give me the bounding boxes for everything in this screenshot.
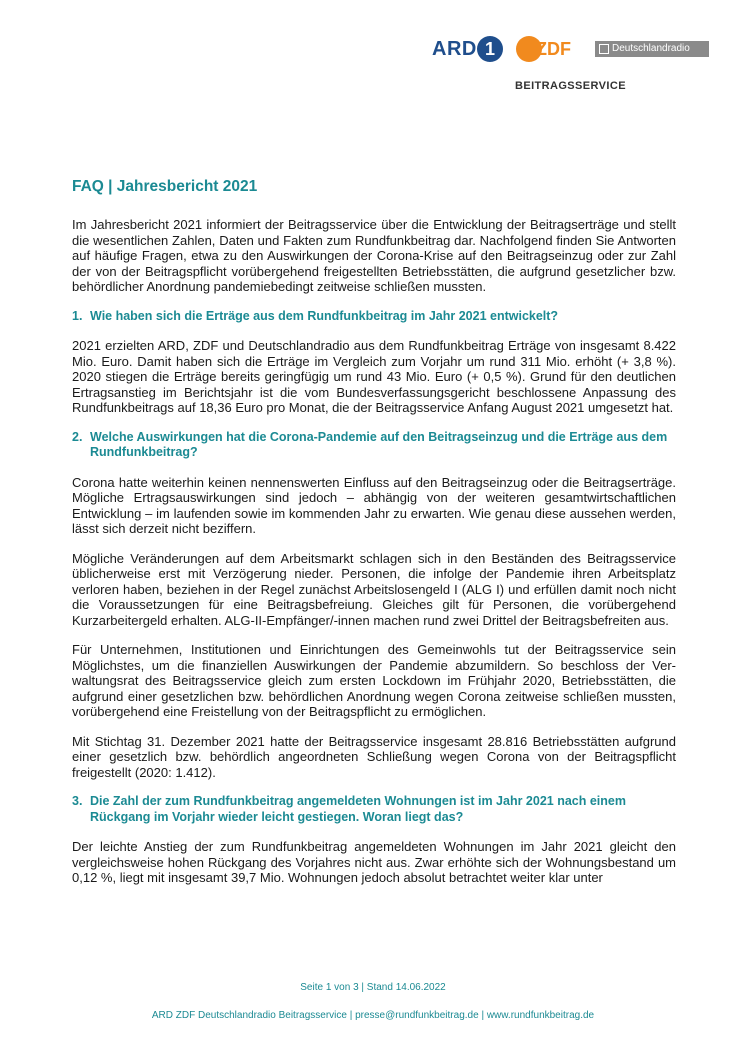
answer-2-paragraph-3: Für Unternehmen, Institutionen und Einrichtungen des Gemeinwohls tut der Beitragsservice sein Möglichstes, um die finanziellen Auswirkungen der Pandemie abzumildern. So beschloss der Verwaltungsrat des Beitragsservice gleich zum ersten Lockdown im Frühjahr 2020, Betriebsstätten, die aufgrund einer gesetzlichen bzw. behördlichen Anordnung wegen Corona zeitweise schließen mussten, vorübergehend eine Freistellung von der Beitragspflicht zu ermöglichen. (72, 642, 676, 719)
page-number: Seite 1 von 3 | Stand 14.06.2022 (300, 982, 446, 993)
answer-2-paragraph-2: Mögliche Veränderungen auf dem Arbeitsmarkt schlagen sich in den Beständen des Beitragsservice üblicherweise erst mit Verzögerung nieder. Personen, die infolge der Pandemie ihren Arbeitsplatz verloren haben, beziehen in der Regel zunächst Arbeitslosengeld I (ALG I) und erfüllen damit noch nicht die Voraussetzungen für eine Beitragsbefreiung. Gleiches gilt für Personen, die vorübergehend Kurzarbeitergeld erhalten. ALG-II-Empfänger/-innen machen rund zwei Drittel der Beitragsbefreiten aus. (72, 550, 676, 628)
footer-contact: ARD ZDF Deutschlandradio Beitragsservice | presse@rundfunkbeitrag.de | www.rundfunkbeitrag.de (151, 1010, 595, 1021)
deutschlandradio-icon (599, 44, 609, 54)
ard-one-icon: 1 (477, 36, 503, 62)
logo-header (432, 36, 712, 96)
deutschlandradio-logo: Deutschlandradio (595, 41, 709, 57)
answer-1: 2021 erzielten ARD, ZDF und Deutschlandradio aus dem Rundfunkbeitrag Erträge von insgesamt 8.422 Mio. Euro. Damit haben sich die Erträge im Vergleich zum Vorjahr um rund 311 Mio. erhöht (+ 3,8 %). 2020 stiegen die Erträge bereits geringfügig um rund 43 Mio. Euro (+ 0,5 %). Grund für den deutlichen Ertragsanstieg im Berichtsjahr ist die vom Bundesverfassungsgericht beschlossene Anpassung des Rundfunkbeitrags auf 18,36 Euro pro Monat, die der Beitragsservice Anfang August 2021 umgesetzt hat. (72, 338, 676, 415)
document-body (72, 178, 676, 900)
page-title: FAQ | Jahresbericht 2021 (72, 178, 258, 195)
beitragsservice-label: BEITRAGSSERVICE (515, 80, 626, 92)
question-2: 2. Welche Auswirkungen hat die Corona-Pandemie auf den Beitragseinzug und die Erträge aus dem Rundfunkbeitrag? (72, 429, 668, 459)
answer-2-paragraph-4: Mit Stichtag 31. Dezember 2021 hatte der Beitragsservice insgesamt 28.816 Betriebsstätten aufgrund einer gesetzlich bzw. behördlich angeordneten Schließung wegen Corona von der Beitragspflicht freigestellt (2020: 1.412). (72, 733, 676, 780)
intro-paragraph: Im Jahresbericht 2021 informiert der Beitragsservice über die Entwicklung der Beitragserträge und stellt die wesentlichen Zahlen, Daten und Fakten zum Rundfunkbeitrag dar. Nachfolgend finden Sie Antworten auf häufige Fragen, etwa zu den Auswirkungen der Corona-Krise auf den Beitragseinzug oder zur Zahl der von der Beitragspflicht vorübergehend freigestellten Betriebsstätten, die aufgrund gesetzlicher bzw. behördlicher Anordnung pandemiebedingt zeitweise schließen mussten. (72, 217, 676, 294)
answer-3: Der leichte Anstieg der zum Rundfunkbeitrag angemeldeten Wohnungen im Jahr 2021 gleicht den vergleichsweise hohen Rückgang des Vorjahres nicht aus. Zwar erhöhte sich der Wohnungsbestand um 0,12 %, liegt mit insgesamt 39,7 Mio. Wohnungen jedoch absolut betrachtet weiter klar unter (72, 839, 676, 885)
question-3: 3. Die Zahl der zum Rundfunkbeitrag angemeldeten Wohnungen ist im Jahr 2021 nach einem Rückgang im Vorjahr wieder leicht gestiegen. Woran liegt das? (72, 794, 626, 824)
question-1: 1. Wie haben sich die Erträge aus dem Rundfunkbeitrag im Jahr 2021 entwickelt? (72, 308, 559, 323)
ard-logo: ARD (432, 38, 477, 60)
answer-2-paragraph-1: Corona hatte weiterhin keinen nennenswerten Einfluss auf den Beitragseinzug oder die Beitragserträge. Mögliche Ertragsauswirkungen sind jedoch – abhängig von der weiteren gesamtwirtschaftlichen Entwicklung – im laufenden sowie im kommenden Jahr zu erwarten. Wie genau diese aussehen werden, lässt sich derzeit nicht beziffern. (72, 474, 676, 536)
zdf-logo: ZDF (536, 39, 571, 59)
